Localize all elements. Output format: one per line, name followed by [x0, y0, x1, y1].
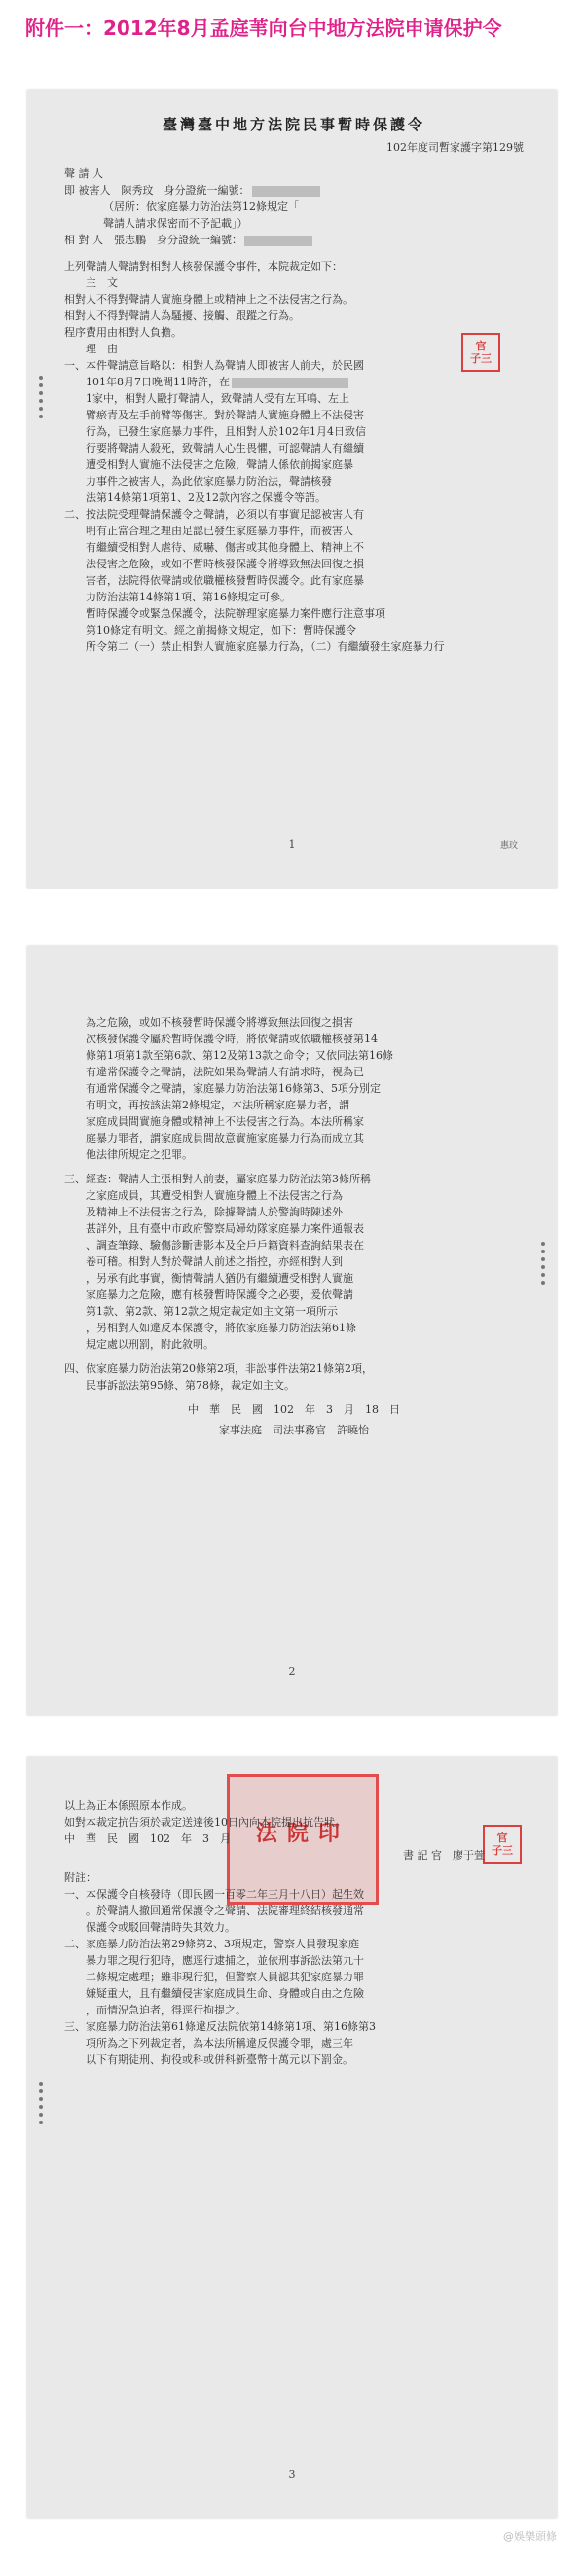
- doc-line: 二條規定處理；雖非現行犯，但警察人員認其犯家庭暴力罪: [86, 1971, 364, 1983]
- doc-line: 附註：: [64, 1871, 96, 1884]
- doc-line: 力事件之被害人，為此依家庭暴力防治法，聲請核發: [86, 475, 332, 488]
- doc-line: 卷可稽。相對人對於聲請人前述之指控，亦經相對人到: [86, 1255, 343, 1268]
- binding-holes: [535, 1238, 551, 1288]
- redaction: [232, 378, 348, 388]
- doc-line: 如對本裁定抗告須於裁定送達後10日內向本院提出抗告狀。: [64, 1816, 346, 1829]
- doc-line: 條第1項第1款至第6款、第12及第13款之命令；又依同法第16條: [86, 1049, 393, 1062]
- document-title: 臺灣臺中地方法院民事暫時保護令: [162, 116, 425, 133]
- doc-line: 中 華 民 國 102 年 3 月: [64, 1832, 231, 1845]
- redaction: [252, 186, 320, 197]
- doc-line: 次核發保護令屬於暫時保護令時，將依聲請或依職權核發第14: [86, 1033, 378, 1045]
- doc-line: 害者，法院得依聲請或依職權核發暫時保護令。此有家庭暴: [86, 574, 364, 587]
- doc-line: 行為，已發生家庭暴力事件，且相對人於102年1月4日致信: [86, 425, 366, 438]
- doc-line: 上列聲請人聲請對相對人核發保護令事件，本院裁定如下：: [64, 260, 343, 272]
- doc-line: 庭暴力罪者，謂家庭成員間故意實施家庭暴力行為而成立其: [86, 1132, 364, 1144]
- official-seal-small: 官 子三: [461, 333, 500, 372]
- doc-line: 第1款、第2款、第12款之規定裁定如主文第一項所示: [86, 1305, 338, 1318]
- doc-line: 以下有期徒刑、拘役或科或併科新臺幣十萬元以下罰金。: [86, 2053, 353, 2066]
- doc-line: 有違常保護令之聲請，法院如果為聲請人有請求時，視為已: [86, 1066, 364, 1078]
- doc-line: 項所為之下列裁定者，為本法所稱違反保護令罪，處三年: [86, 2037, 353, 2050]
- doc-line: 明有正當合理之理由足認已發生家庭暴力事件，而被害人: [86, 525, 353, 537]
- signoff: 家事法庭 司法事務官 許曉怡: [219, 1424, 369, 1436]
- doc-line: 程序費用由相對人負擔。: [64, 326, 182, 339]
- signature-note: 惠玟: [499, 841, 518, 851]
- court-seal: 法院印: [227, 1774, 379, 1905]
- doc-line: 聲 請 人: [64, 167, 103, 180]
- doc-line: 遭受相對人實施不法侵害之危險，聲請人係依前揭家庭暴: [86, 458, 353, 471]
- doc-line: ，而情況急迫者，得逕行拘提之。: [86, 2004, 246, 2016]
- doc-line: 相 對 人 張志鵬 身分證統一編號：: [64, 232, 524, 248]
- date-line: 中 華 民 國 102 年 3 月 18 日: [188, 1403, 400, 1416]
- doc-line: 1家中，相對人毆打聲請人，致聲請人受有左耳鳴、左上: [86, 392, 349, 405]
- doc-line: 一、本件聲請意旨略以：相對人為聲請人即被害人前夫，於民國: [64, 359, 364, 372]
- doc-line: 。於聲請人撤回通常保護令之聲請、法院審理終結核發通常: [86, 1905, 364, 1917]
- article-header: 附件一：2012年8月孟庭苇向台中地方法院申请保护令: [25, 17, 502, 40]
- doc-line: 三、家庭暴力防治法第61條違反法院依第14條第1項、第16條第3: [64, 2020, 376, 2033]
- doc-line: 第10條定有明文。經之前揭條文規定，如下：暫時保護令: [86, 624, 356, 636]
- doc-line: 聲請人請求保密而不予記載」）: [103, 217, 248, 230]
- doc-line: 二、家庭暴力防治法第29條第2、3項規定，警察人員發現家庭: [64, 1938, 359, 1950]
- doc-line: 所令第二（一）禁止相對人實施家庭暴力行為，（二）有繼續發生家庭暴力行: [86, 640, 445, 653]
- doc-line: 101年8月7日晚間11時許，在: [64, 374, 524, 390]
- doc-line: 相對人不得對聲請人實施身體上或精神上之不法侵害之行為。: [64, 293, 353, 306]
- doc-line: 家庭暴力之危險，應有核發暫時保護令之必要，爰依聲請: [86, 1288, 353, 1301]
- document-page-1: [27, 90, 557, 888]
- binding-holes: [33, 2078, 49, 2128]
- doc-line: 法第14條第1項第1、2及12款內容之保護令等語。: [86, 491, 326, 504]
- doc-line: 四、依家庭暴力防治法第20條第2項，非訟事件法第21條第2項，: [64, 1362, 373, 1375]
- doc-line: ，另承有此事實，衡情聲請人猶仍有繼續遭受相對人實施: [86, 1272, 353, 1285]
- doc-line: 相對人不得對聲請人為騷擾、接觸、跟蹤之行為。: [64, 309, 300, 322]
- doc-line: 力防治法第14條第1項、第16條規定可參。: [86, 591, 291, 603]
- page-number: 1: [288, 838, 296, 851]
- doc-line: 以上為正本係照原本作成。: [64, 1799, 193, 1812]
- doc-line: 一、本保護令自核發時（即民國一百零二年三月十八日）起生效: [64, 1888, 364, 1901]
- binding-holes: [33, 372, 49, 422]
- doc-line: 法侵害之危險，或如不暫時核發保護令將導致無法回復之損: [86, 558, 364, 570]
- doc-line: 為之危險，或如不核發暫時保護令將導致無法回復之損害: [86, 1016, 353, 1029]
- doc-line: ，另相對人如違反本保護令，將依家庭暴力防治法第61條: [86, 1322, 356, 1334]
- doc-line: 有明文，再按該法第2條規定，本法所稱家庭暴力者，謂: [86, 1099, 349, 1111]
- document-page-3: [27, 1757, 557, 2518]
- doc-line: 甚詳外，且有臺中市政府警察局婦幼隊家庭暴力案件通報表: [86, 1222, 364, 1235]
- doc-line: 暫時保護令或緊急保護令，法院辦理家庭暴力案件應行注意事項: [86, 607, 385, 620]
- official-seal-small: 官 子三: [483, 1825, 522, 1864]
- doc-line: 三、經查：聲請人主張相對人前妻，屬家庭暴力防治法第3條所稱: [64, 1173, 371, 1185]
- doc-line: 之家庭成員，其遭受相對人實施身體上不法侵害之行為: [86, 1189, 343, 1202]
- clerk-line: 書 記 官 廖于萱: [403, 1849, 485, 1862]
- doc-line: 保護令或駁回聲請時失其效力。: [86, 1921, 236, 1934]
- doc-line: 嫌疑重大，且有繼續侵害家庭成員生命、身體或自由之危險: [86, 1987, 364, 2000]
- page-number: 2: [288, 1665, 296, 1678]
- doc-line: 暴力罪之現行犯時，應逕行逮捕之，並依刑事訴訟法第九十: [86, 1954, 364, 1967]
- watermark: @娛樂頭條: [503, 2530, 557, 2543]
- doc-line: 規定處以刑罰，附此敘明。: [86, 1338, 214, 1351]
- case-number: 102年度司暫家護字第129號: [386, 141, 524, 154]
- doc-line: 有繼續受相對人虐待、威嚇、傷害或其他身體上、精神上不: [86, 541, 364, 554]
- page-number: 3: [288, 2468, 296, 2481]
- redaction: [244, 236, 312, 246]
- doc-line: 行要將聲請人殺死，致聲請人心生畏懼，可認聲請人有繼續: [86, 442, 364, 454]
- doc-line: 民事訴訟法第95條、第78條，裁定如主文。: [86, 1379, 295, 1392]
- doc-line: 主 文: [86, 276, 118, 289]
- doc-line: 即 被害人 陳秀玟 身分證統一編號：: [64, 182, 524, 199]
- doc-line: 理 由: [86, 343, 118, 355]
- doc-line: 、調查筆錄、驗傷診斷書影本及全戶戶籍資料查詢結果表在: [86, 1239, 364, 1252]
- doc-line: 家庭成員間實施身體或精神上不法侵害之行為。本法所稱家: [86, 1115, 364, 1128]
- doc-line: 及精神上不法侵害之行為，除據聲請人於警詢時陳述外: [86, 1206, 343, 1218]
- doc-line: （居所：依家庭暴力防治法第12條規定「: [103, 200, 299, 213]
- doc-line: 有通常保護令之聲請，家庭暴力防治法第16條第3、5項分別定: [86, 1082, 381, 1095]
- document-page-2: [27, 946, 557, 1715]
- doc-line: 他法律所規定之犯罪。: [86, 1148, 193, 1161]
- doc-line: 二、按法院受理聲請保護令之聲請，必須以有事實足認被害人有: [64, 508, 364, 521]
- doc-line: 臂瘀青及左手前臂等傷害。對於聲請人實施身體上不法侵害: [86, 409, 364, 421]
